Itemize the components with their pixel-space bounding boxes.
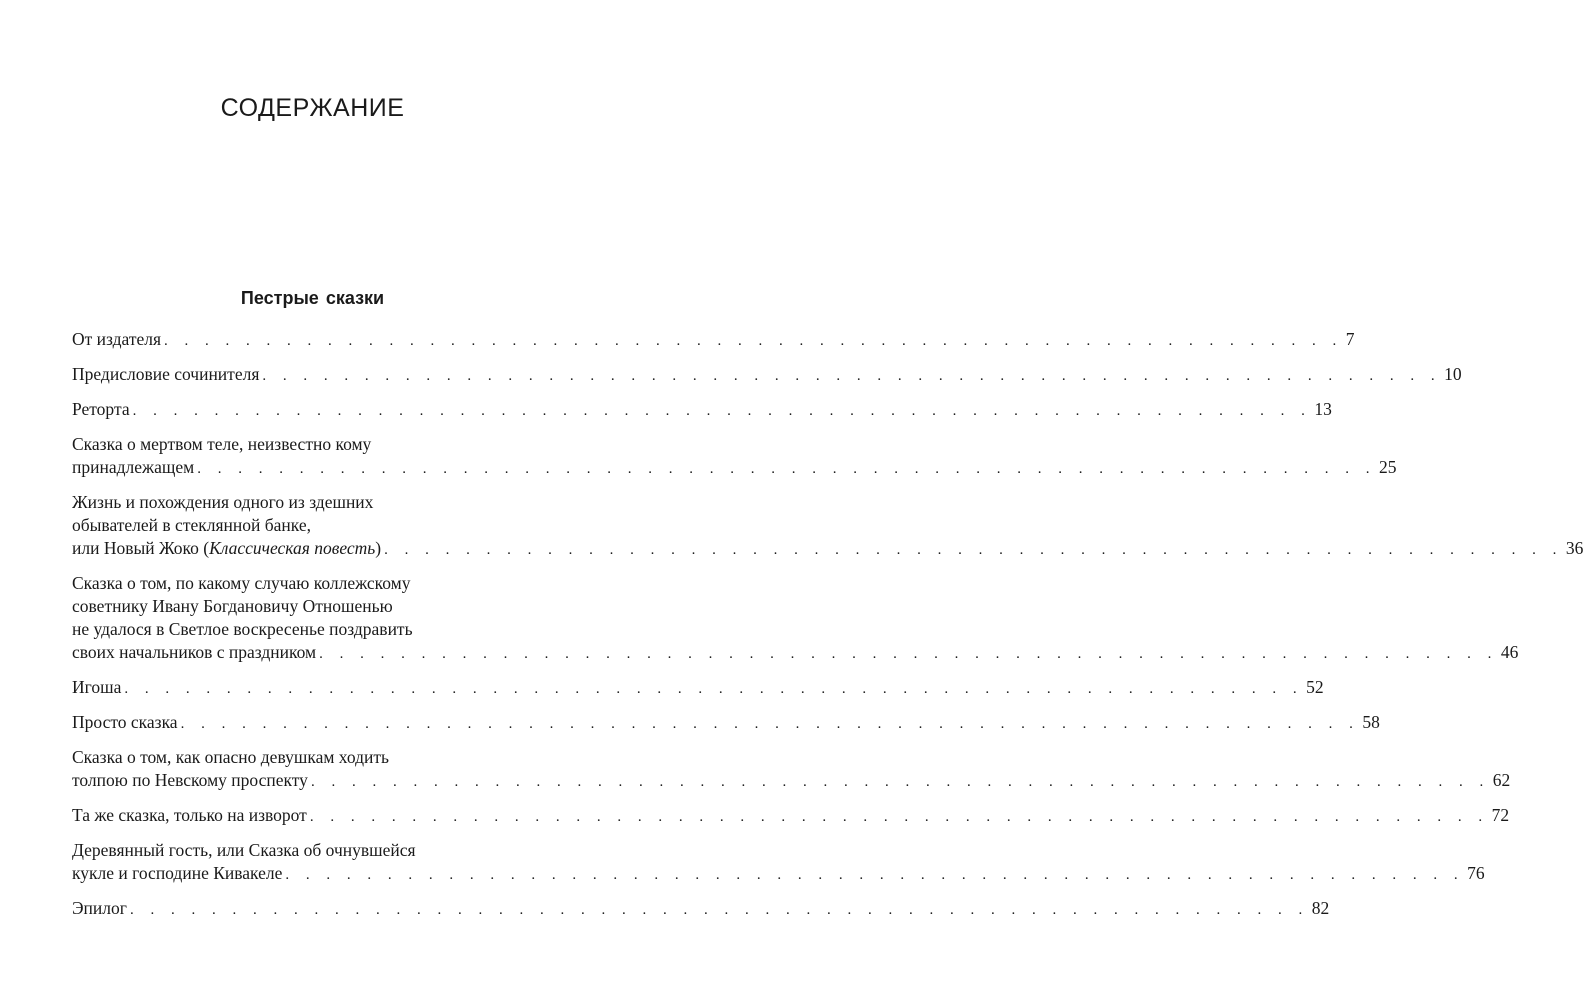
toc-entry-last-line — [72, 804, 1510, 829]
toc-page-number: 62 — [1492, 770, 1511, 790]
toc-entry-title-lines — [72, 491, 552, 537]
dot-leader: . . . . . . . . . . . . . . . . . . . . . . . . . . . . . . . . . . . . . . . . . . . . . . . . . . . . . . . . . . — [262, 368, 1442, 384]
toc-page-number: 10 — [1444, 364, 1462, 384]
toc-entry-title: кукле и господине Кивакеле — [72, 863, 283, 883]
dot-leader: . . . . . . . . . . . . . . . . . . . . . . . . . . . . . . . . . . . . . . . . . . . . . . . . . . . . . . . . . . — [180, 716, 1360, 732]
toc-entry[interactable] — [72, 491, 1583, 562]
toc-entry[interactable] — [72, 363, 1462, 388]
toc-entry-last-line — [72, 769, 1511, 794]
page-title: СОДЕРЖАНИЕ — [220, 94, 405, 122]
toc-entry-title: своих начальников с праздником — [72, 642, 317, 662]
toc-entry-last-line — [72, 537, 1583, 562]
dot-leader: . . . . . . . . . . . . . . . . . . . . . . . . . . . . . . . . . . . . . . . . . . . . . . . . . . . . . . . . . . — [129, 902, 1309, 918]
toc-entry-last-line — [72, 711, 1380, 736]
toc-entry-title: толпою по Невскому проспекту — [72, 770, 308, 790]
toc-entry[interactable] — [72, 398, 1332, 423]
toc-entry-title-line: Деревянный гость, или Сказка об очнувшейся — [72, 840, 416, 860]
toc-entry-title-line: обывателей в стеклянной банке, — [72, 515, 311, 535]
toc-page-number: 46 — [1500, 642, 1519, 662]
dot-leader: . . . . . . . . . . . . . . . . . . . . . . . . . . . . . . . . . . . . . . . . . . . . . . . . . . . . . . . . . . — [164, 333, 1343, 349]
toc-entry-title: принадлежащем — [72, 457, 195, 477]
toc-entry-title-lines — [72, 839, 552, 862]
toc-page-number: 52 — [1306, 677, 1324, 697]
toc-entry-title: Эпилог — [72, 898, 127, 918]
toc-entry[interactable] — [72, 572, 1519, 666]
toc-entry[interactable] — [72, 804, 1510, 829]
toc-entry-title-line: Сказка о том, как опасно девушкам ходить — [72, 747, 390, 767]
toc-entry-last-line — [72, 328, 1355, 353]
toc-page-number: 82 — [1311, 898, 1330, 918]
toc-entry[interactable] — [72, 711, 1380, 736]
dot-leader: . . . . . . . . . . . . . . . . . . . . . . . . . . . . . . . . . . . . . . . . . . . . . . . . . . . . . . . . . . — [197, 461, 1376, 477]
toc-page-number: 7 — [1345, 329, 1355, 349]
toc-entry-title: Реторта — [72, 399, 130, 419]
dot-leader: . . . . . . . . . . . . . . . . . . . . . . . . . . . . . . . . . . . . . . . . . . . . . . . . . . . . . . . . . . — [384, 542, 1563, 558]
toc-entry-last-line — [72, 641, 1519, 666]
dot-leader: . . . . . . . . . . . . . . . . . . . . . . . . . . . . . . . . . . . . . . . . . . . . . . . . . . . . . . . . . . — [309, 809, 1489, 825]
dot-leader: . . . . . . . . . . . . . . . . . . . . . . . . . . . . . . . . . . . . . . . . . . . . . . . . . . . . . . . . . . — [124, 681, 1304, 697]
toc-entry-title: Игоша — [72, 677, 122, 697]
dot-leader: . . . . . . . . . . . . . . . . . . . . . . . . . . . . . . . . . . . . . . . . . . . . . . . . . . . . . . . . . . — [285, 867, 1465, 883]
toc-entry[interactable] — [72, 839, 1485, 887]
toc-entry-title-lines — [72, 572, 552, 641]
toc-entry-title-line: не удалося в Светлое воскресенье поздравить — [72, 619, 413, 639]
toc-entry-last-line — [72, 398, 1332, 423]
toc-page-number: 58 — [1362, 712, 1380, 732]
toc-entry-title: Просто сказка — [72, 712, 178, 732]
table-of-contents — [72, 328, 1583, 932]
toc-page-number: 13 — [1314, 399, 1332, 419]
toc-entry-title-line: Сказка о том, по какому случаю коллежскому — [72, 573, 411, 593]
toc-entry-title-lines — [72, 433, 552, 456]
toc-entry[interactable] — [72, 328, 1355, 353]
toc-entry[interactable] — [72, 897, 1330, 922]
toc-entry[interactable] — [72, 746, 1511, 794]
toc-entry-title: или Новый Жоко (Классическая повесть) — [72, 538, 382, 558]
dot-leader: . . . . . . . . . . . . . . . . . . . . . . . . . . . . . . . . . . . . . . . . . . . . . . . . . . . . . . . . . . — [132, 403, 1312, 419]
toc-entry-last-line — [72, 456, 1397, 481]
toc-page-number: 25 — [1378, 457, 1397, 477]
toc-entry[interactable] — [72, 433, 1397, 481]
toc-entry-last-line — [72, 862, 1485, 887]
toc-entry-title-line: Жизнь и похождения одного из здешних — [72, 492, 374, 512]
toc-entry-title: От издателя — [72, 329, 162, 349]
toc-page-number: 72 — [1491, 805, 1510, 825]
toc-page-number: 36 — [1565, 538, 1583, 558]
toc-entry-last-line — [72, 363, 1462, 388]
toc-entry[interactable] — [72, 676, 1324, 701]
toc-entry-title-lines — [72, 746, 552, 769]
dot-leader: . . . . . . . . . . . . . . . . . . . . . . . . . . . . . . . . . . . . . . . . . . . . . . . . . . . . . . . . . . — [319, 646, 1498, 662]
section-title: Пестрые сказки — [240, 288, 385, 308]
toc-entry-title-line: Сказка о мертвом теле, неизвестно кому — [72, 434, 372, 454]
toc-entry-title-line: советнику Ивану Богдановичу Отношенью — [72, 596, 393, 616]
toc-page-number: 76 — [1467, 863, 1485, 883]
toc-entry-last-line — [72, 897, 1330, 922]
toc-entry-title: Та же сказка, только на изворот — [72, 805, 307, 825]
toc-entry-last-line — [72, 676, 1324, 701]
toc-entry-title: Предисловие сочинителя — [72, 364, 260, 384]
dot-leader: . . . . . . . . . . . . . . . . . . . . . . . . . . . . . . . . . . . . . . . . . . . . . . . . . . . . . . . . . . — [310, 774, 1490, 790]
